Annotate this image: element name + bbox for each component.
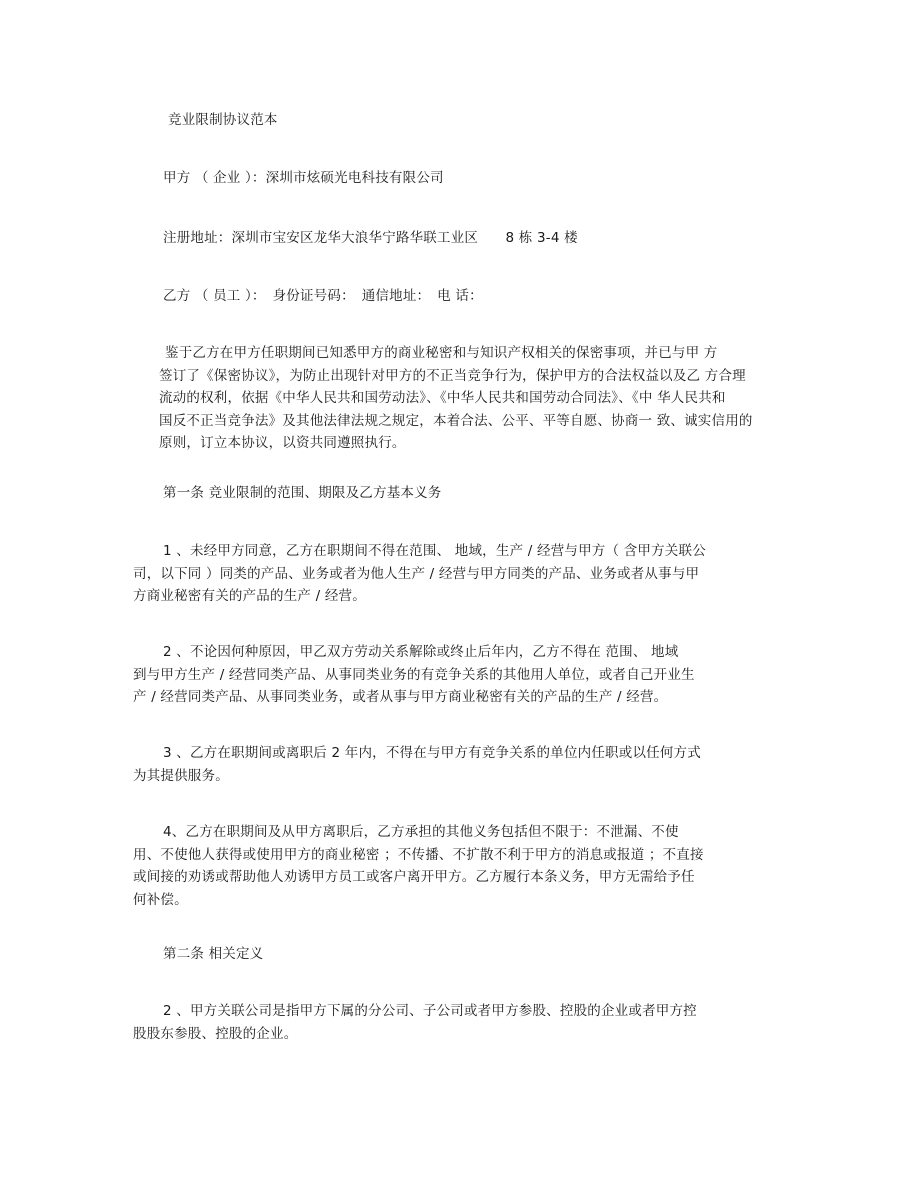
article-2-heading: 第二条 相关定义 — [163, 946, 264, 962]
registered-address-line: 注册地址：深圳市宝安区龙华大浪华宁路华联工业区 8 栋 3-4 楼 — [163, 230, 578, 246]
preamble-line: 签订了《保密协议》，为防止出现针对甲方的不正当竞争行为，保护甲方的合法权益以及乙 方合理 — [159, 367, 746, 384]
clause-line: 1 、未经甲方同意，乙方在职期间不得在范围、 地域，生产 / 经营与甲方（ 含甲方关联公 — [163, 543, 706, 559]
clause-4-paragraph — [133, 821, 704, 911]
clause-line: 为其提供服务。 — [133, 767, 229, 784]
clause-line: 4、乙方在职期间及从甲方离职后，乙方承担的其他义务包括但不限于：不泄漏、不使 — [163, 824, 679, 840]
preamble-paragraph — [159, 342, 753, 455]
preamble-line: 鉴于乙方在甲方任职期间已知悉甲方的商业秘密和与知识产权相关的保密事项，并已与甲 方 — [165, 345, 718, 361]
clause-line: 或间接的劝诱或帮助他人劝诱甲方员工或客户离开甲方。乙方履行本条义务，甲方无需给予任 — [133, 869, 695, 885]
party-a-line: 甲方 （ 企业 ）：深圳市炫硕光电科技有限公司 — [163, 170, 444, 186]
preamble-line: 流动的权利，依据《中华人民共和国劳动法》、《中华人民共和国劳动合同法》、《中 华人民共和 — [159, 390, 726, 406]
clause-line: 到与甲方生产 / 经营同类产品、从事同类业务的有竞争关系的其他用人单位，或者自己开业生 — [133, 666, 695, 683]
clause-line: 股股东参股、控股的企业。 — [133, 1025, 298, 1042]
clause-1-paragraph — [133, 540, 706, 608]
preamble-line: 原则，订立本协议，以资共同遵照执行。 — [159, 435, 406, 451]
article-1-heading: 第一条 竞业限制的范围、期限及乙方基本义务 — [163, 485, 442, 501]
clause-2-paragraph — [133, 641, 695, 709]
clause-line: 3 、乙方在职期间或离职后 2 年内，不得在与甲方有竞争关系的单位内任职或以任何方式 — [163, 745, 701, 761]
clause-line: 2 、甲方关联公司是指甲方下属的分公司、子公司或者甲方参股、控股的企业或者甲方控 — [163, 1003, 697, 1019]
party-b-line: 乙方 （ 员工 ）： 身份证号码： 通信地址： 电 话： — [163, 288, 483, 304]
clause-line: 产 / 经营同类产品、从事同类业务，或者从事与甲方商业秘密有关的产品的生产 / 经营。 — [133, 689, 668, 705]
clause-line: 方商业秘密有关的产品的生产 / 经营。 — [133, 588, 366, 604]
clause-line: 用、不使他人获得或使用甲方的商业秘密 ；不传播、不扩散不利于甲方的消息或报道 ；不直接 — [133, 846, 704, 863]
clause-line: 2 、不论因何种原因，甲乙双方劳动关系解除或终止后年内，乙方不得在 范围、 地域 — [163, 644, 679, 660]
clause-line: 司，以下同 ）同类的产品、业务或者为他人生产 / 经营与甲方同类的产品、业务或者从事与甲 — [133, 565, 700, 582]
preamble-line: 国反不正当竞争法》及其他法律法规之规定，本着合法、公平、平等自愿、协商一 致、诚实信用的 — [159, 412, 753, 429]
definition-2-paragraph — [133, 1000, 697, 1045]
clause-line: 何补偿。 — [133, 891, 188, 908]
document-title: 竞业限制协议范本 — [168, 112, 278, 128]
clause-3-paragraph — [133, 742, 701, 787]
